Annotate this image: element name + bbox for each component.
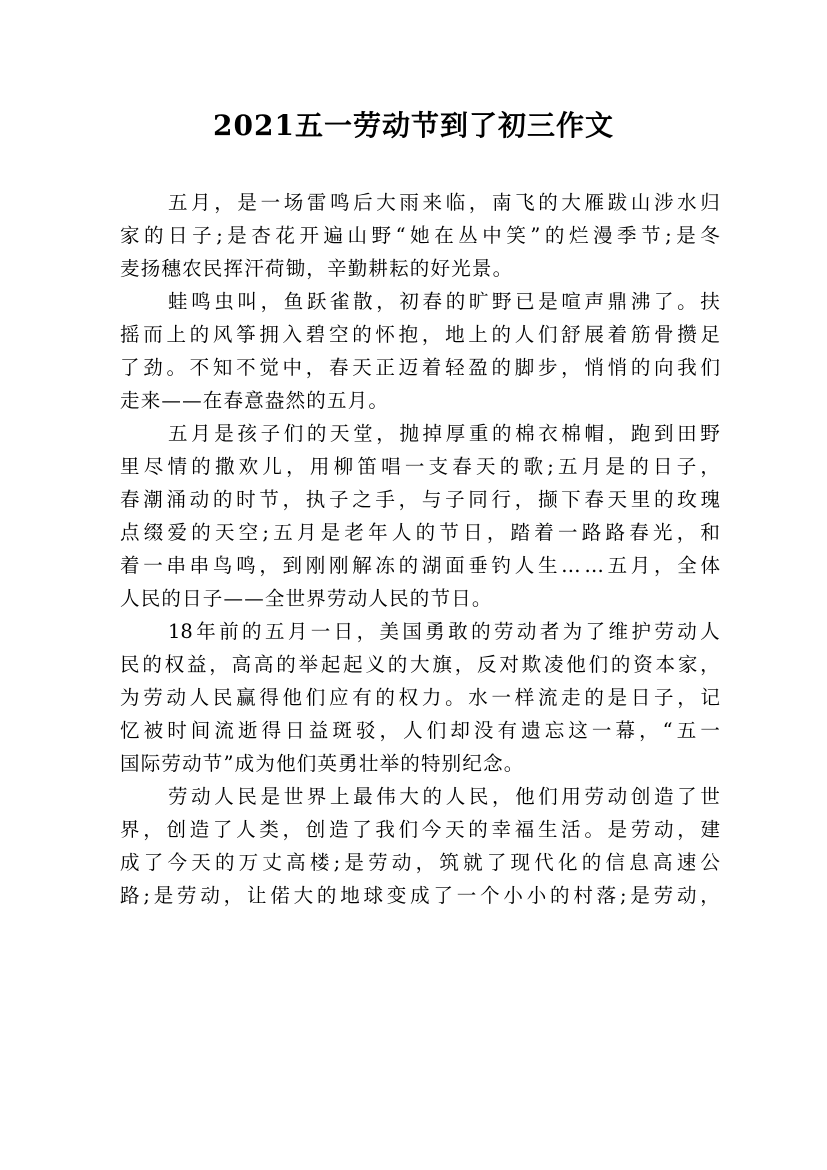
text-line: 人民的日子——全世界劳动人民的节日。 — [120, 587, 493, 610]
text-line: 着 一 串 串 鸟 鸣 ， 到 刚 刚 解 冻 的 湖 面 垂 钓 人 生 … … 五 月 ， 全 体 — [120, 554, 720, 577]
text-line: 蛙 鸣 虫 叫 ， 鱼 跃 雀 散 ， 初 春 的 旷 野 已 是 喧 声 鼎 沸 了 。 扶 — [168, 290, 720, 313]
paragraph — [120, 615, 720, 780]
text-line: 麦扬穗农民挥汗荷锄，辛勤耕耘的好光景。 — [120, 257, 514, 280]
text-line: 了 劲 。 不 知 不 觉 中 ， 春 天 正 迈 着 轻 盈 的 脚 步 ， 悄 悄 的 向 我 们 — [120, 356, 720, 379]
text-line: 界 ， 创 造 了 人 类 ， 创 造 了 我 们 今 天 的 幸 福 生 活 。 是 劳 动 ， 建 — [120, 818, 720, 841]
text-line: 劳 动 人 民 是 世 界 上 最 伟 大 的 人 民 ， 他 们 用 劳 动 创 造 了 世 — [168, 785, 720, 808]
document-body — [120, 186, 720, 912]
text-line: 国际劳动节”成为他们英勇壮举的特别纪念。 — [120, 752, 525, 775]
text-line: 五 月 ， 是 一 场 雷 鸣 后 大 雨 来 临 ， 南 飞 的 大 雁 跋 山 涉 水 归 — [168, 191, 720, 214]
text-line: 为 劳 动 人 民 赢 得 他 们 应 有 的 权 力 。 水 一 样 流 走 的 是 日 子 ， 记 — [120, 686, 720, 709]
text-line: 走来——在春意盎然的五月。 — [120, 389, 390, 412]
text-line: 18 年 前 的 五 月 一 日 ， 美 国 勇 敢 的 劳 动 者 为 了 维 护 劳 动 人 — [168, 620, 720, 643]
text-line: 家 的 日 子 ; 是 杏 花 开 遍 山 野 “ 她 在 丛 中 笑 ” 的 烂 漫 季 节 ; 是 冬 — [120, 224, 720, 247]
paragraph — [120, 417, 720, 615]
text-line: 忆 被 时 间 流 逝 得 日 益 斑 驳 ， 人 们 却 没 有 遗 忘 这 一 幕 ， “ 五 一 — [120, 719, 720, 742]
text-line: 路 ; 是 劳 动 ， 让 偌 大 的 地 球 变 成 了 一 个 小 小 的 村 落 ; 是 劳 动 ， — [120, 884, 720, 907]
text-line: 民 的 权 益 ， 高 高 的 举 起 起 义 的 大 旗 ， 反 对 欺 凌 他 们 的 资 本 家 ， — [120, 653, 720, 676]
text-line: 五 月 是 孩 子 们 的 天 堂 ， 抛 掉 厚 重 的 棉 衣 棉 帽 ， 跑 到 田 野 — [168, 422, 720, 445]
text-line: 里 尽 情 的 撒 欢 儿 ， 用 柳 笛 唱 一 支 春 天 的 歌 ; 五 月 是 的 日 子 ， — [120, 455, 720, 478]
text-line: 成 了 今 天 的 万 丈 高 楼 ; 是 劳 动 ， 筑 就 了 现 代 化 的 信 息 高 速 公 — [120, 851, 720, 874]
text-line: 点 缀 爱 的 天 空 ; 五 月 是 老 年 人 的 节 日 ， 踏 着 一 路 路 春 光 ， 和 — [120, 521, 720, 544]
paragraph — [120, 285, 720, 417]
paragraph — [120, 780, 720, 912]
text-line: 春 潮 涌 动 的 时 节 ， 执 子 之 手 ， 与 子 同 行 ， 撷 下 春 天 里 的 玫 瑰 — [120, 488, 720, 511]
text-line: 摇 而 上 的 风 筝 拥 入 碧 空 的 怀 抱 ， 地 上 的 人 们 舒 展 着 筋 骨 攒 足 — [120, 323, 720, 346]
paragraph — [120, 186, 720, 285]
document-title: 2021五一劳动节到了初三作文 — [213, 109, 614, 142]
